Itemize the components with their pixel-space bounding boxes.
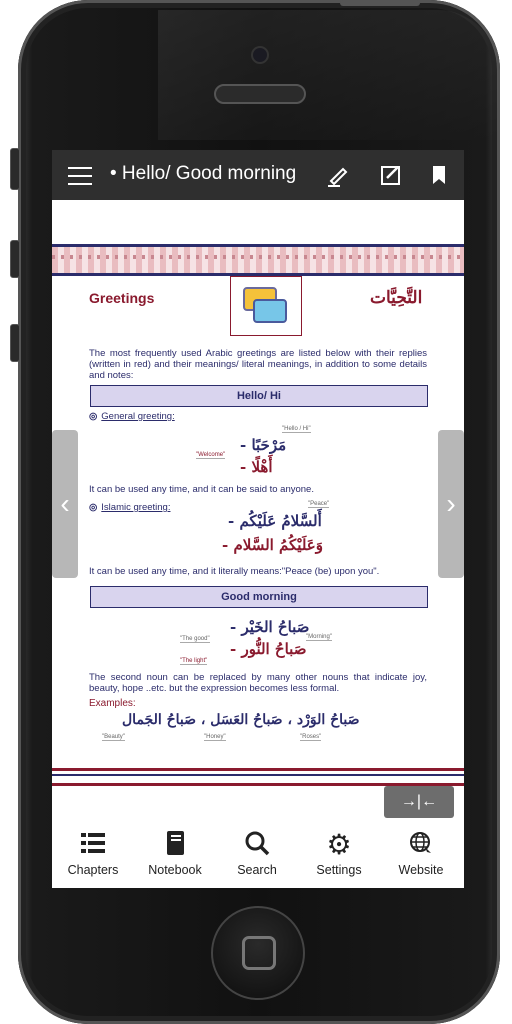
examples-label: Examples: — [89, 698, 136, 709]
globe-icon — [380, 830, 462, 862]
note-general: It can be used any time, and it can be said to anyone. — [89, 484, 314, 495]
note-second-noun: The second noun can be replaced by many other nouns that indicate joy, beauty, hope ..etc. but the expression becomes less formal. — [89, 672, 427, 694]
arabic-ahlan: - أَهْلًا — [240, 458, 273, 476]
gloss-welcome: "Welcome" — [196, 452, 226, 458]
decorative-border-bottom — [52, 768, 464, 786]
list-icon — [52, 830, 134, 862]
gloss-morning: "Morning" — [306, 634, 332, 640]
arabic-sabah-alkhair: - صَباحُ الخَيْر — [230, 618, 310, 636]
speaker-grille — [214, 84, 306, 104]
arabic-sabah-alnur: - صَباحُ النُّور — [230, 640, 307, 658]
menu-icon[interactable] — [68, 167, 92, 185]
volume-down-button — [10, 324, 20, 362]
nav-website-label: Website — [398, 863, 444, 877]
volume-up-button — [10, 240, 20, 278]
gloss-hello: "Hello / Hi" — [282, 426, 311, 432]
nav-settings[interactable] — [298, 826, 380, 888]
nav-search-label: Search — [237, 863, 277, 877]
screen — [52, 150, 464, 888]
nav-search[interactable] — [216, 826, 298, 888]
search-icon — [216, 830, 298, 862]
home-square-icon — [242, 936, 276, 970]
bottom-navbar — [52, 826, 464, 888]
intro-text: The most frequently used Arabic greetings are listed below with their replies (written in red) and their meanings/ literal meanings, in addition to some details and notes: — [89, 348, 427, 381]
front-camera — [251, 46, 269, 64]
gloss-beauty: "Beauty" — [102, 734, 125, 740]
book-page — [52, 200, 464, 788]
fit-width-button[interactable]: →|← — [384, 786, 454, 818]
gear-icon: ⚙ — [326, 829, 352, 860]
arabic-examples: صَباحُ الوَرْد ، صَباحُ العَسَل ، صَباحُ الجَمال — [122, 712, 360, 728]
section-title-en: Greetings — [89, 290, 155, 306]
bullet-islamic-greeting: ◎ Islamic greeting: — [89, 502, 170, 513]
bookmark-icon[interactable] — [430, 162, 450, 194]
chat-bubbles-icon — [230, 276, 302, 336]
app-bar — [52, 150, 464, 200]
heading-good-morning: Good morning — [90, 586, 428, 608]
prev-page-button[interactable]: ‹ — [52, 430, 78, 578]
next-page-button[interactable]: › — [438, 430, 464, 578]
nav-settings-label: Settings — [316, 863, 362, 877]
edit-note-icon[interactable] — [378, 162, 404, 194]
power-button — [340, 0, 420, 6]
decorative-border-top — [52, 244, 464, 276]
gloss-peace: "Peace" — [308, 501, 330, 507]
highlight-icon[interactable] — [326, 162, 352, 194]
bullet-general-greeting: ◎ General greeting: — [89, 411, 175, 422]
note-islamic: It can be used any time, and it literally means:"Peace (be) upon you". — [89, 566, 380, 577]
arabic-marhaban: - مَرْحَبًا — [240, 436, 287, 454]
home-button[interactable] — [211, 906, 305, 1000]
nav-chapters[interactable] — [52, 826, 134, 888]
nav-website[interactable] — [380, 826, 462, 888]
nav-notebook[interactable] — [134, 826, 216, 888]
page-title: • Hello/ Good morning — [110, 163, 297, 184]
gloss-the-light: "The light" — [180, 658, 208, 664]
section-title-ar: التَّحِيَّات — [370, 288, 423, 308]
heading-hello: Hello/ Hi — [90, 385, 428, 407]
arabic-salam: - أَلسَّلامُ عَلَيْكُم — [228, 512, 322, 530]
notebook-icon — [134, 830, 216, 862]
mute-switch — [10, 148, 20, 190]
gloss-roses: "Roses" — [300, 734, 322, 740]
gloss-honey: "Honey" — [204, 734, 226, 740]
nav-chapters-label: Chapters — [67, 863, 119, 877]
arabic-wasalam: - وَعَلَيْكُمُ السَّلام — [222, 536, 323, 554]
nav-notebook-label: Notebook — [148, 863, 202, 877]
gloss-the-good: "The good" — [180, 636, 210, 642]
glare — [158, 10, 498, 140]
